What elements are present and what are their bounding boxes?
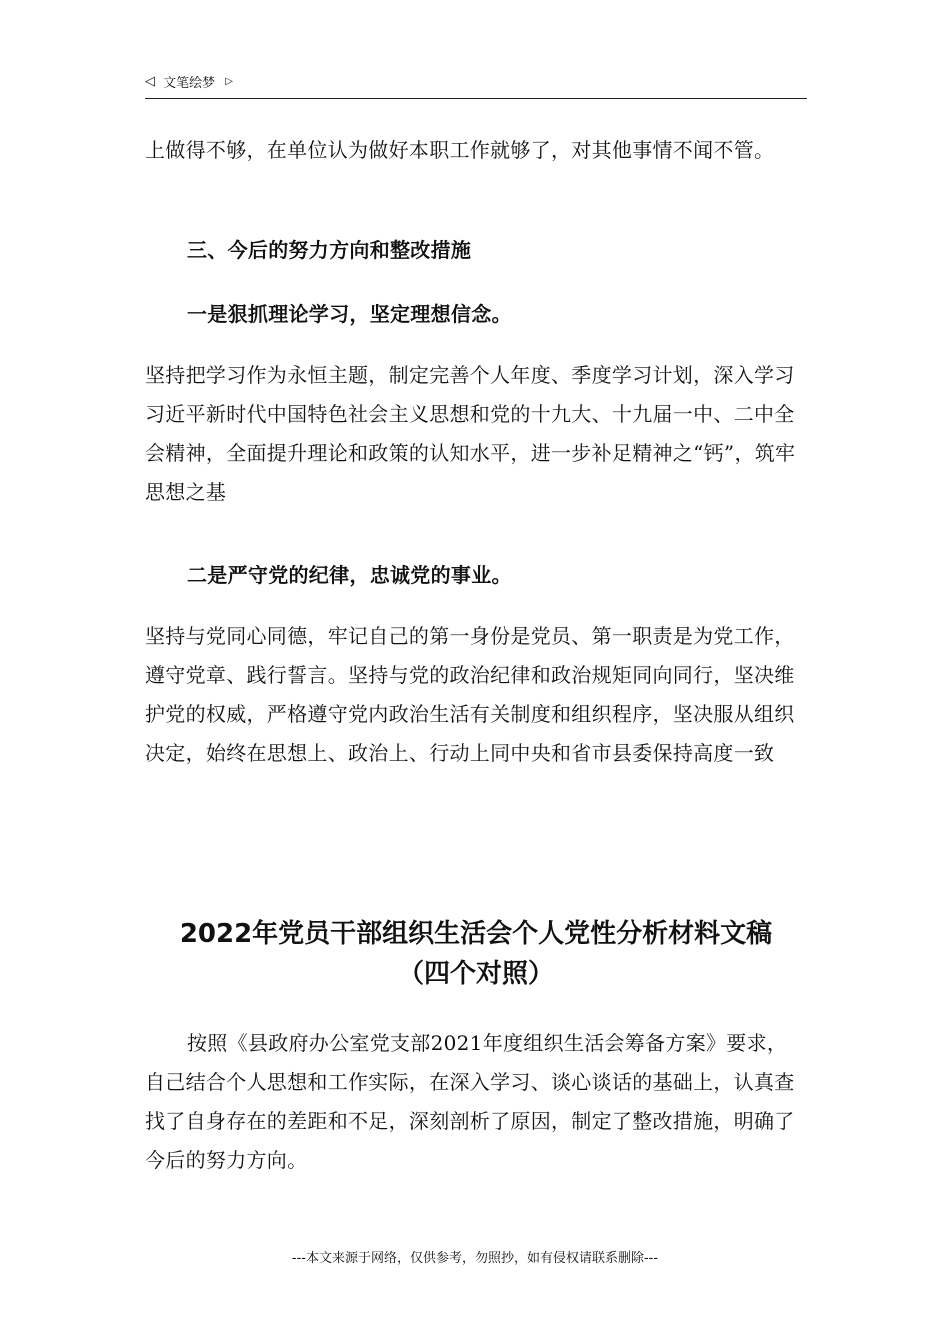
- item2-title: 二是严守党的纪律，忠诚党的事业。: [187, 563, 512, 587]
- article-title-line1: 2022年党员干部组织生活会个人党性分析材料文稿: [179, 919, 773, 949]
- section-heading: 三、今后的努力方向和整改措施: [187, 238, 472, 262]
- page-header: [145, 72, 807, 99]
- article-title-line2: （四个对照）: [397, 959, 554, 989]
- continuation-paragraph: 上做得不够，在单位认为做好本职工作就够了，对其他事情不闻不管。: [145, 138, 775, 162]
- item1-title: 一是狠抓理论学习，坚定理想信念。: [187, 302, 512, 326]
- item2-paragraph: 坚持与党同心同德，牢记自己的第一身份是党员、第一职责是为党工作，遵守党章、践行誓言。坚持与党的政治纪律和政治规矩同向同行，坚决维护党的权威，严格遵守党内政治生活有关制度和组织程序，坚决服从组织决定，始终在思想上、政治上、行动上同中央和省市县委保持高度一致: [145, 624, 795, 765]
- left-triangle-icon: ◁: [145, 74, 155, 89]
- footer-disclaimer: ---本文来源于网络，仅供参考，勿照抄，如有侵权请联系删除---: [291, 1251, 659, 1266]
- article-intro-paragraph: 按照《县政府办公室党支部2021年度组织生活会筹备方案》要求，自己结合个人思想和工作实际，在深入学习、谈心谈话的基础上，认真查找了自身存在的差距和不足，深刻剖析了原因，制定了整改措施，明确了今后的努力方向。: [145, 1031, 795, 1172]
- right-triangle-icon: ▷: [225, 76, 233, 87]
- item1-paragraph: 坚持把学习作为永恒主题，制定完善个人年度、季度学习计划，深入学习习近平新时代中国特色社会主义思想和党的十九大、十九届一中、二中全会精神，全面提升理论和政策的认知水平，进一步补足精神之“钙”，筑牢思想之基: [145, 363, 796, 504]
- header-brand: 文笔绘梦: [163, 76, 216, 91]
